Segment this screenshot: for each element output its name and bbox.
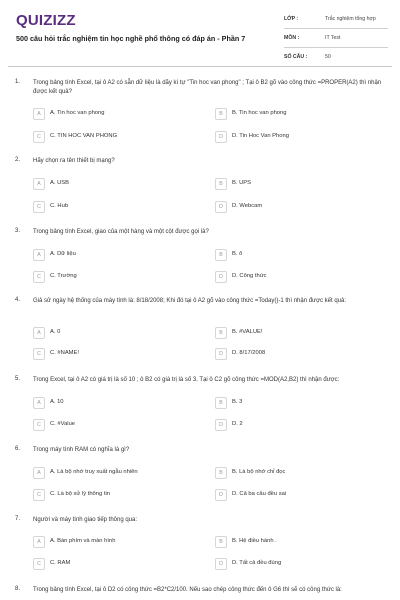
question-number: 2. xyxy=(15,157,21,163)
option-letter: A xyxy=(33,467,45,479)
option-letter: C xyxy=(33,271,45,283)
option-letter: D xyxy=(215,201,227,213)
option-text: C. Trường xyxy=(50,273,77,279)
option-letter: C xyxy=(33,201,45,213)
option-text: B. Tin hoc van phong xyxy=(232,110,287,116)
option-letter: C xyxy=(33,419,45,431)
option-letter: C xyxy=(33,558,45,570)
meta-value: Trắc nghiệm tổng hợp xyxy=(325,16,376,22)
meta-label: LỚP : xyxy=(284,16,299,22)
question-number: 3. xyxy=(15,228,21,234)
option-text: B. #VALUE! xyxy=(232,329,263,335)
option-text: C. Hub xyxy=(50,203,69,209)
option-letter: A xyxy=(33,249,45,261)
meta-label: MÔN : xyxy=(284,35,300,41)
question-text: Trong bảng tính Excel, tại ô D2 có công thức =B2*C2/100. Nếu sao chép công thức đến ô G6 thì sẽ có công thức là: xyxy=(33,587,342,593)
meta-value: IT Test xyxy=(325,35,341,41)
option-letter: A xyxy=(33,536,45,548)
option-text: C. TIN HOC VAN PHONG xyxy=(50,133,118,139)
option-letter: B xyxy=(215,249,227,261)
option-letter: C xyxy=(33,348,45,360)
option-text: C. #NAME! xyxy=(50,350,79,356)
worksheet-header xyxy=(0,0,400,66)
option-letter: B xyxy=(215,536,227,548)
meta-table xyxy=(284,10,388,66)
option-text: B. Hệ điều hành . xyxy=(232,538,277,544)
option-letter: B xyxy=(215,397,227,409)
meta-row-count xyxy=(284,48,388,66)
option-text: D. Tất cả đều đúng xyxy=(232,560,282,566)
option-text: D. 8/17/2008 xyxy=(232,350,266,356)
option-text: A. USB xyxy=(50,180,70,186)
question-number: 1. xyxy=(15,79,21,85)
option-letter: C xyxy=(33,131,45,143)
option-letter: D xyxy=(215,558,227,570)
option-text: A. 0 xyxy=(50,329,61,335)
option-text: A. 10 xyxy=(50,399,64,405)
question-number: 7. xyxy=(15,516,21,522)
question-text: Trong bảng tính Excel, tại ô A2 có sẵn dữ liệu là dãy kí tự "Tin hoc van phong" ; Tại ô B2 gõ vào công thức =PROPER(A2) thì nhận được kết quả? xyxy=(33,80,382,95)
question-text: Trong bảng tính Excel, giao của một hàng và một cột được gọi là? xyxy=(33,229,209,235)
option-letter: D xyxy=(215,419,227,431)
option-letter: D xyxy=(215,489,227,501)
option-letter: D xyxy=(215,131,227,143)
question-text: Trong máy tính RAM có nghĩa là gì? xyxy=(33,447,130,453)
question-number: 8. xyxy=(15,586,21,592)
option-text: D. Webcam xyxy=(232,203,263,209)
question-text: Giả sử ngày hệ thống của máy tính là: 8/18/2008; Khi đó tại ô A2 gõ vào công thức =Today()-1 thì nhận được kết quả: xyxy=(33,298,347,304)
option-text: D. Công thức xyxy=(232,273,267,279)
page-title: 500 câu hỏi trắc nghiệm tin học nghề phổ thông có đáp án - Phần 7 xyxy=(16,34,246,43)
option-text: D. 2 xyxy=(232,421,243,427)
meta-row-subject xyxy=(284,29,388,48)
option-letter: A xyxy=(33,178,45,190)
option-letter: B xyxy=(215,108,227,120)
option-text: A. Bàn phím và màn hình xyxy=(50,538,116,544)
option-letter: A xyxy=(33,397,45,409)
option-text: D. Tin Hoc Van Phong xyxy=(232,133,289,139)
option-text: C. RAM xyxy=(50,560,71,566)
question-number: 5. xyxy=(15,376,21,382)
option-letter: A xyxy=(33,327,45,339)
meta-label: SỐ CÂU : xyxy=(284,54,308,60)
option-letter: B xyxy=(215,178,227,190)
question-text: Trong Excel, tại ô A2 có giá trị là số 10 ; ô B2 có giá trị là số 3. Tại ô C2 gõ công thức =MOD(A2,B2) thì nhận được: xyxy=(33,377,340,383)
option-text: B. Là bộ nhớ chỉ đọc xyxy=(232,469,286,475)
option-letter: B xyxy=(215,467,227,479)
option-text: A. Dữ liệu xyxy=(50,251,76,257)
option-text: B. UPS xyxy=(232,180,252,186)
question-number: 6. xyxy=(15,446,21,452)
option-letter: D xyxy=(215,348,227,360)
meta-value: 50 xyxy=(325,54,331,60)
option-text: C. #Value xyxy=(50,421,76,427)
option-text: D. Cả ba câu đều sai xyxy=(232,491,287,497)
meta-row-class xyxy=(284,10,388,29)
option-letter: D xyxy=(215,271,227,283)
question-text: Người và máy tính giao tiếp thông qua: xyxy=(33,517,138,523)
option-letter: C xyxy=(33,489,45,501)
option-letter: B xyxy=(215,327,227,339)
option-text: A. Là bộ nhớ truy xuất ngẫu nhiên xyxy=(50,469,138,475)
question-text: Hãy chọn ra tên thiết bị mạng? xyxy=(33,158,115,164)
option-text: B. 3 xyxy=(232,399,243,405)
option-text: C. Là bộ xử lý thông tin xyxy=(50,491,110,497)
quizizz-logo: QUIZIZZ xyxy=(16,12,76,29)
option-text: B. ô xyxy=(232,251,243,257)
option-letter: A xyxy=(33,108,45,120)
question-number: 4. xyxy=(15,297,21,303)
option-text: A. Tin hoc van phong xyxy=(50,110,105,116)
header-divider xyxy=(8,66,392,67)
